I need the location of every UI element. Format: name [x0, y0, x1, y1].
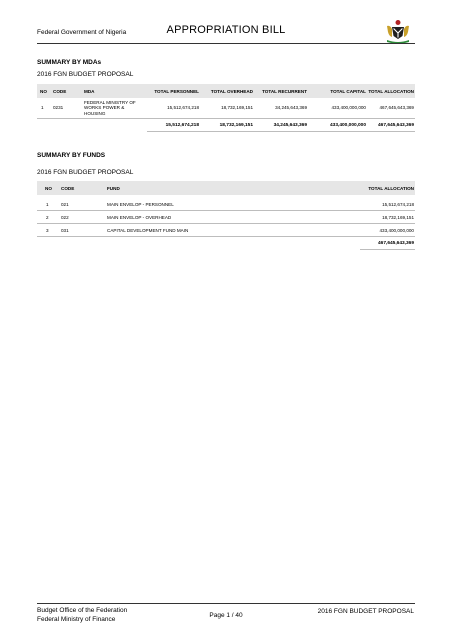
funds-row-no: 2	[46, 215, 49, 220]
mdas-row-divider	[37, 118, 415, 119]
mdas-row-allocation: 467,645,643,369	[379, 105, 414, 110]
mdas-col-recurrent: TOTAL RECURRENT	[262, 89, 307, 94]
mdas-total-personnel: 15,512,674,218	[165, 123, 199, 128]
mdas-total-recurrent: 34,245,643,369	[273, 123, 307, 128]
funds-row-allocation: 433,400,000,000	[379, 228, 414, 233]
funds-col-allocation: TOTAL ALLOCATION	[368, 186, 414, 191]
mdas-row-no: 1	[41, 105, 44, 110]
mdas-row-personnel: 15,512,674,218	[167, 105, 199, 110]
mdas-subtitle: 2016 FGN BUDGET PROPOSAL	[37, 71, 134, 78]
funds-col-code: CODE	[61, 186, 75, 191]
mdas-col-mda: MDA	[84, 89, 95, 94]
mdas-col-code: CODE	[53, 89, 67, 94]
footer-proposal: 2016 FGN BUDGET PROPOSAL	[317, 608, 414, 615]
funds-subtitle: 2016 FGN BUDGET PROPOSAL	[37, 169, 134, 176]
funds-row-fund: CAPITAL DEVELOPMENT FUND MAIN	[107, 228, 189, 233]
funds-row-allocation: 18,732,169,151	[382, 215, 414, 220]
funds-row-fund: MAIN ENVELOP - OVERHEAD	[107, 215, 172, 220]
mdas-row-recurrent: 34,245,643,369	[275, 105, 307, 110]
funds-row-allocation: 15,512,674,218	[382, 202, 414, 207]
funds-col-no: NO	[45, 186, 52, 191]
footer-office-line1: Budget Office of the Federation	[37, 607, 128, 614]
funds-total-allocation: 467,645,643,369	[377, 241, 414, 246]
footer-office-line2: Federal Ministry of Finance	[37, 616, 116, 623]
funds-row-fund: MAIN ENVELOP - PERSONNEL	[107, 202, 174, 207]
funds-row-divider	[37, 236, 415, 237]
funds-row-code: 031	[61, 228, 69, 233]
funds-row-code: 022	[61, 215, 69, 220]
funds-table-header	[37, 181, 415, 195]
mdas-col-no: NO	[40, 89, 47, 94]
mdas-totals-divider	[147, 131, 415, 132]
funds-row-divider	[37, 223, 415, 224]
funds-row-divider	[37, 210, 415, 211]
header-org: Federal Government of Nigeria	[37, 29, 127, 36]
funds-row-code: 021	[61, 202, 69, 207]
funds-row-no: 3	[46, 228, 49, 233]
document-title: APPROPRIATION BILL	[166, 24, 286, 36]
mdas-total-allocation: 467,645,643,369	[377, 123, 414, 128]
mdas-col-overhead: TOTAL OVERHEAD	[210, 89, 253, 94]
mdas-col-capital: TOTAL CAPITAL	[330, 89, 366, 94]
coat-of-arms-icon	[384, 18, 412, 46]
mdas-row-overhead: 18,732,169,151	[221, 105, 253, 110]
funds-row-no: 1	[46, 202, 49, 207]
mdas-total-overhead: 18,732,169,151	[219, 123, 253, 128]
header-rule	[37, 43, 415, 44]
footer-page-number: Page 1 / 40	[209, 612, 243, 619]
funds-total-divider	[360, 249, 415, 250]
mdas-row-capital: 433,400,000,000	[331, 105, 366, 110]
mdas-col-personnel: TOTAL PERSONNEL	[154, 89, 199, 94]
mdas-total-capital: 433,400,000,000	[329, 123, 366, 128]
footer-rule	[37, 603, 415, 604]
mdas-section-title: SUMMARY BY MDAs	[37, 59, 102, 66]
mdas-col-allocation: TOTAL ALLOCATION	[368, 89, 414, 94]
mdas-row-code: 0231	[53, 105, 64, 110]
mdas-row-mda: FEDERAL MINISTRY OF WORKS POWER & HOUSING	[84, 100, 136, 116]
funds-section-title: SUMMARY BY FUNDS	[37, 152, 106, 159]
funds-col-fund: FUND	[107, 186, 120, 191]
